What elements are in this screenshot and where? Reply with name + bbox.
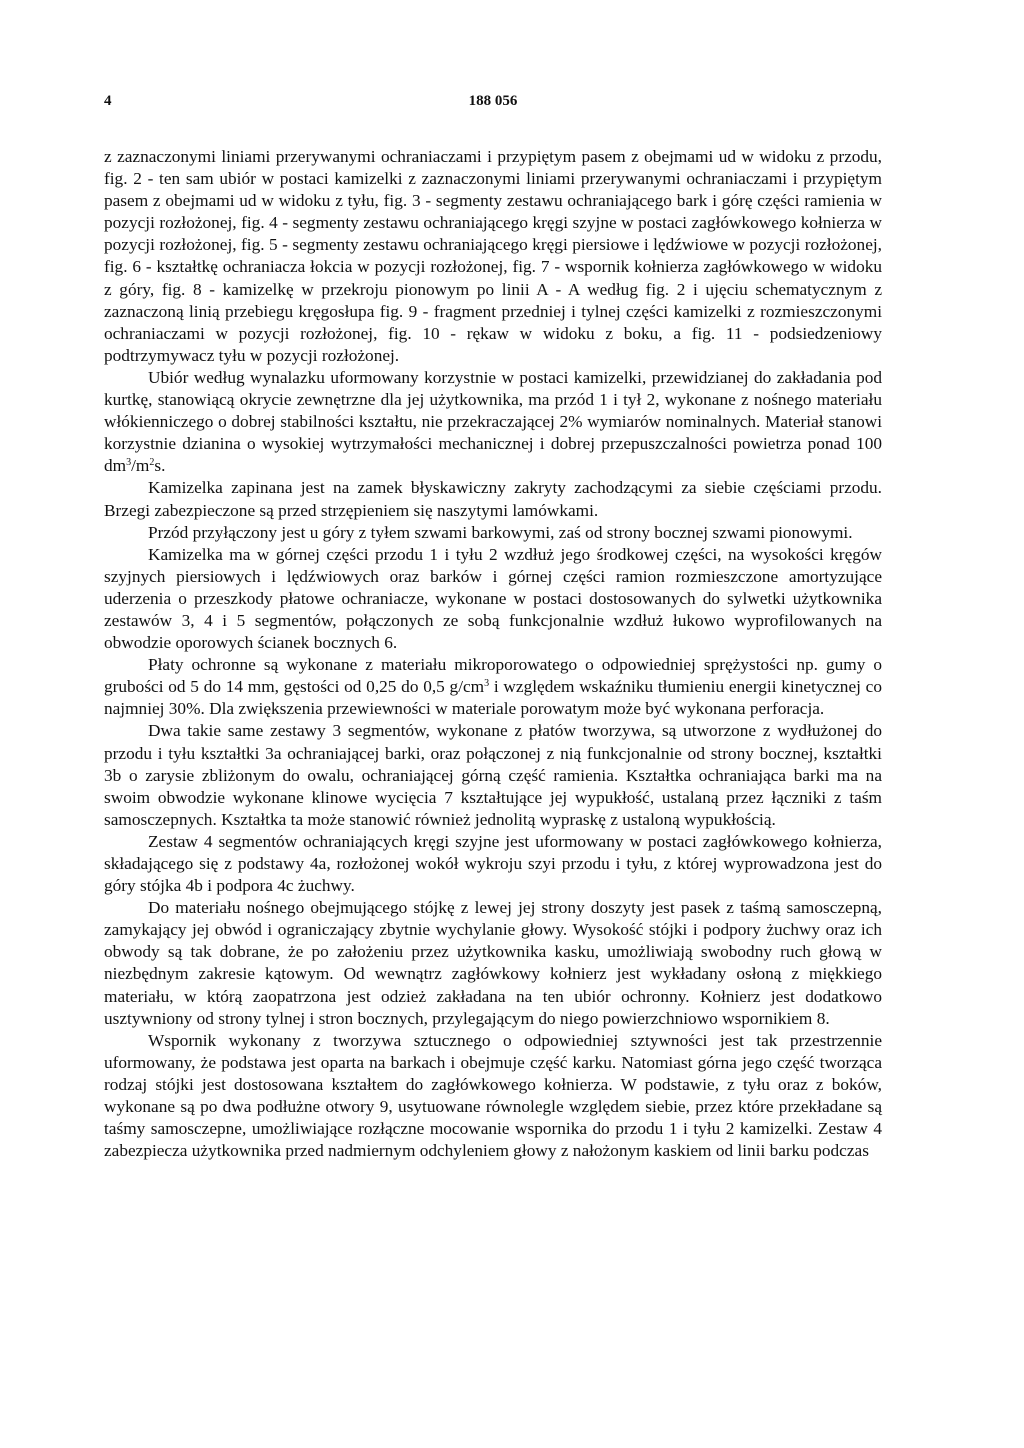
paragraph-vest-material: Ubiór według wynalazku uformowany korzystnie w postaci kamizelki, przewidzianej do zakładania pod kurtkę, stanowiącą okrycie zewnętrzne dla jej użytkownika, ma przód 1 i tył 2, wykonane z nośnego materiału włókienniczego o dobrej stabilności kształtu, nie przekraczającej 2% wymiarów nominalnych. Materiał stanowi korzystnie dzianina o wysokiej wytrzymałości mechanicznej i dobrej przepuszczalności powietrza ponad 100 $dm^3/m^2s$.	[104, 367, 882, 476]
superscript: 3	[126, 457, 132, 469]
patent-number: 188 056	[468, 93, 518, 109]
superscript: 2	[149, 457, 155, 469]
paragraph-shoulder-set: Dwa takie same zestawy 3 segmentów, wykonane z płatów tworzywa, są utworzone z wydłużonej do przodu i tyłu kształtki 3a ochraniającej barki, oraz połączonej z nią funkcjonalnie od strony bocznej, kształtki 3b o zarysie zbliżonym do owalu, ochraniającej górną część ramienia. Kształtka ochraniająca barki ma na swoim obwodzie wykonane klinowe wycięcia 7 kształtujące jej wypukłość, ustalaną przez łączniki z taśm samosczepnych. Kształtka ta może stanowić również jednolitą wypraskę z ustaloną wypukłością.	[104, 721, 882, 829]
page-number: 4	[104, 93, 112, 109]
paragraph-protector-sets: Kamizelka ma w górnej części przodu 1 i tyłu 2 wzdłuż jego środkowej części, na wysokości kręgów szyjnych piersiowych i lędźwiowych oraz barków i górnej części ramion rozmieszczone amortyzujące uderzenia o przeszkody płatowe ochraniacze, wykonane w postaci dostosowanych do sylwetki użytkownika zestawów 3, 4 i 5 segmentów, połączonych ze sobą funkcjonalnie wzdłuż łukowo wyprofilowanych na obwodzie oporowych ścianek bocznych 6.	[104, 544, 882, 653]
paragraph-support-bracket: Wspornik wykonany z tworzywa sztucznego o odpowiedniej sztywności jest tak przestrzennie uformowany, że podstawa jest oparta na barkach i obejmuje część karku. Natomiast górna jego część tworząca rodzaj stójki jest dostosowana kształtem do zagłówkowego kołnierza. W podstawie, z tyłu oraz z boków, wykonane są po dwa podłużne otwory 9, usytuowane równolegle względem siebie, przez które przekładane są taśmy samosczepne, umożliwiające rozłączne mocowanie wspornika do przodu 1 i tyłu 2 kamizelki. Zestaw 4 zabezpiecza użytkownika przed nadmiernym odchyleniem głowy z nałożonym kaskiem od linii barku podczas	[104, 1030, 882, 1161]
paragraph-seams: Przód przyłączony jest u góry z tyłem szwami barkowymi, zaś od strony bocznej szwami pionowymi.	[148, 522, 853, 542]
superscript: 3	[484, 678, 490, 690]
paragraph-zipper: Kamizelka zapinana jest na zamek błyskawiczny zakryty zachodzącymi za siebie częściami przodu. Brzegi zabezpieczone są przed strzępieniem się naszytymi lamówkami.	[104, 478, 882, 520]
paragraph-neck-set: Zestaw 4 segmentów ochraniających kręgi szyjne jest uformowany w postaci zagłówkowego kołnierza, składającego się z podstawy 4a, rozłożonej wokół wykroju szyi przodu i tyłu, z której wyprowadzona jest do góry stójka 4b i podpora 4c żuchwy.	[104, 831, 882, 896]
paragraph-collar-strap: Do materiału nośnego obejmującego stójkę z lewej jej strony doszyty jest pasek z taśmą samosczepną, zamykający jej obwód i ograniczający zbytnie wychylanie głowy. Wysokość stójki i podpory żuchwy oraz ich obwody są tak dobrane, że po założeniu przez użytkownika kasku, umożliwiają swobodny ruch głową w niezbędnym zakresie kątowym. Od wewnątrz zagłówkowy kołnierz jest wykładany osłoną z miękkiego materiału, w którą zaopatrzona jest odzież zakładana na ten ubiór ochronny. Kołnierz jest dodatkowo usztywniony od strony tylnej i stron bocznych, przylegającym do niego powierzchniowo wspornikiem 8.	[104, 898, 882, 1028]
paragraph-protective-plates: Płaty ochronne są wykonane z materiału mikroporowatego o odpowiedniej sprężystości np. gumy o grubości od 5 do 14 mm, gęstości od 0,25 do 0,5 $g/cm^3$ i względem wskaźniku tłumieniu energii kinetycznej co najmniej 30%. Dla zwiększenia przewiewności w materiale porowatym może być wykonana perforacja.	[104, 655, 882, 719]
body-text	[104, 146, 882, 1162]
page-header	[104, 93, 882, 117]
paragraph-figure-list: z zaznaczonymi liniami przerywanymi ochraniaczami i przypiętym pasem z obejmami ud w widoku z przodu, fig. 2 - ten sam ubiór w postaci kamizelki z zaznaczonymi liniami przerywanymi ochraniaczami i przypiętym pasem z obejmami ud w widoku z tyłu, fig. 3 - segmenty zestawu ochraniającego bark i górę części ramienia w pozycji rozłożonej, fig. 4 - segmenty zestawu ochraniającego kręgi szyjne w postaci zagłówkowego kołnierza w pozycji rozłożonej, fig. 5 - segmenty zestawu ochraniającego kręgi piersiowe i lędźwiowe w pozycji rozłożonej, fig. 6 - kształtkę ochraniacza łokcia w pozycji rozłożonej, fig. 7 - wspornik kołnierza zagłówkowego w widoku z góry, fig. 8 - kamizelkę w przekroju pionowym po linii A - A według fig. 2 i ujęciu schematycznym z zaznaczoną linią przebiegu kręgosłupa fig. 9 - fragment przedniej i tylnej części kamizelki z rozmieszczonymi ochraniaczami w pozycji rozłożonej, fig. 10 - rękaw w widoku z boku, a fig. 11 - podsiedzeniowy podtrzymywacz tyłu w pozycji rozłożonej.	[104, 147, 882, 365]
